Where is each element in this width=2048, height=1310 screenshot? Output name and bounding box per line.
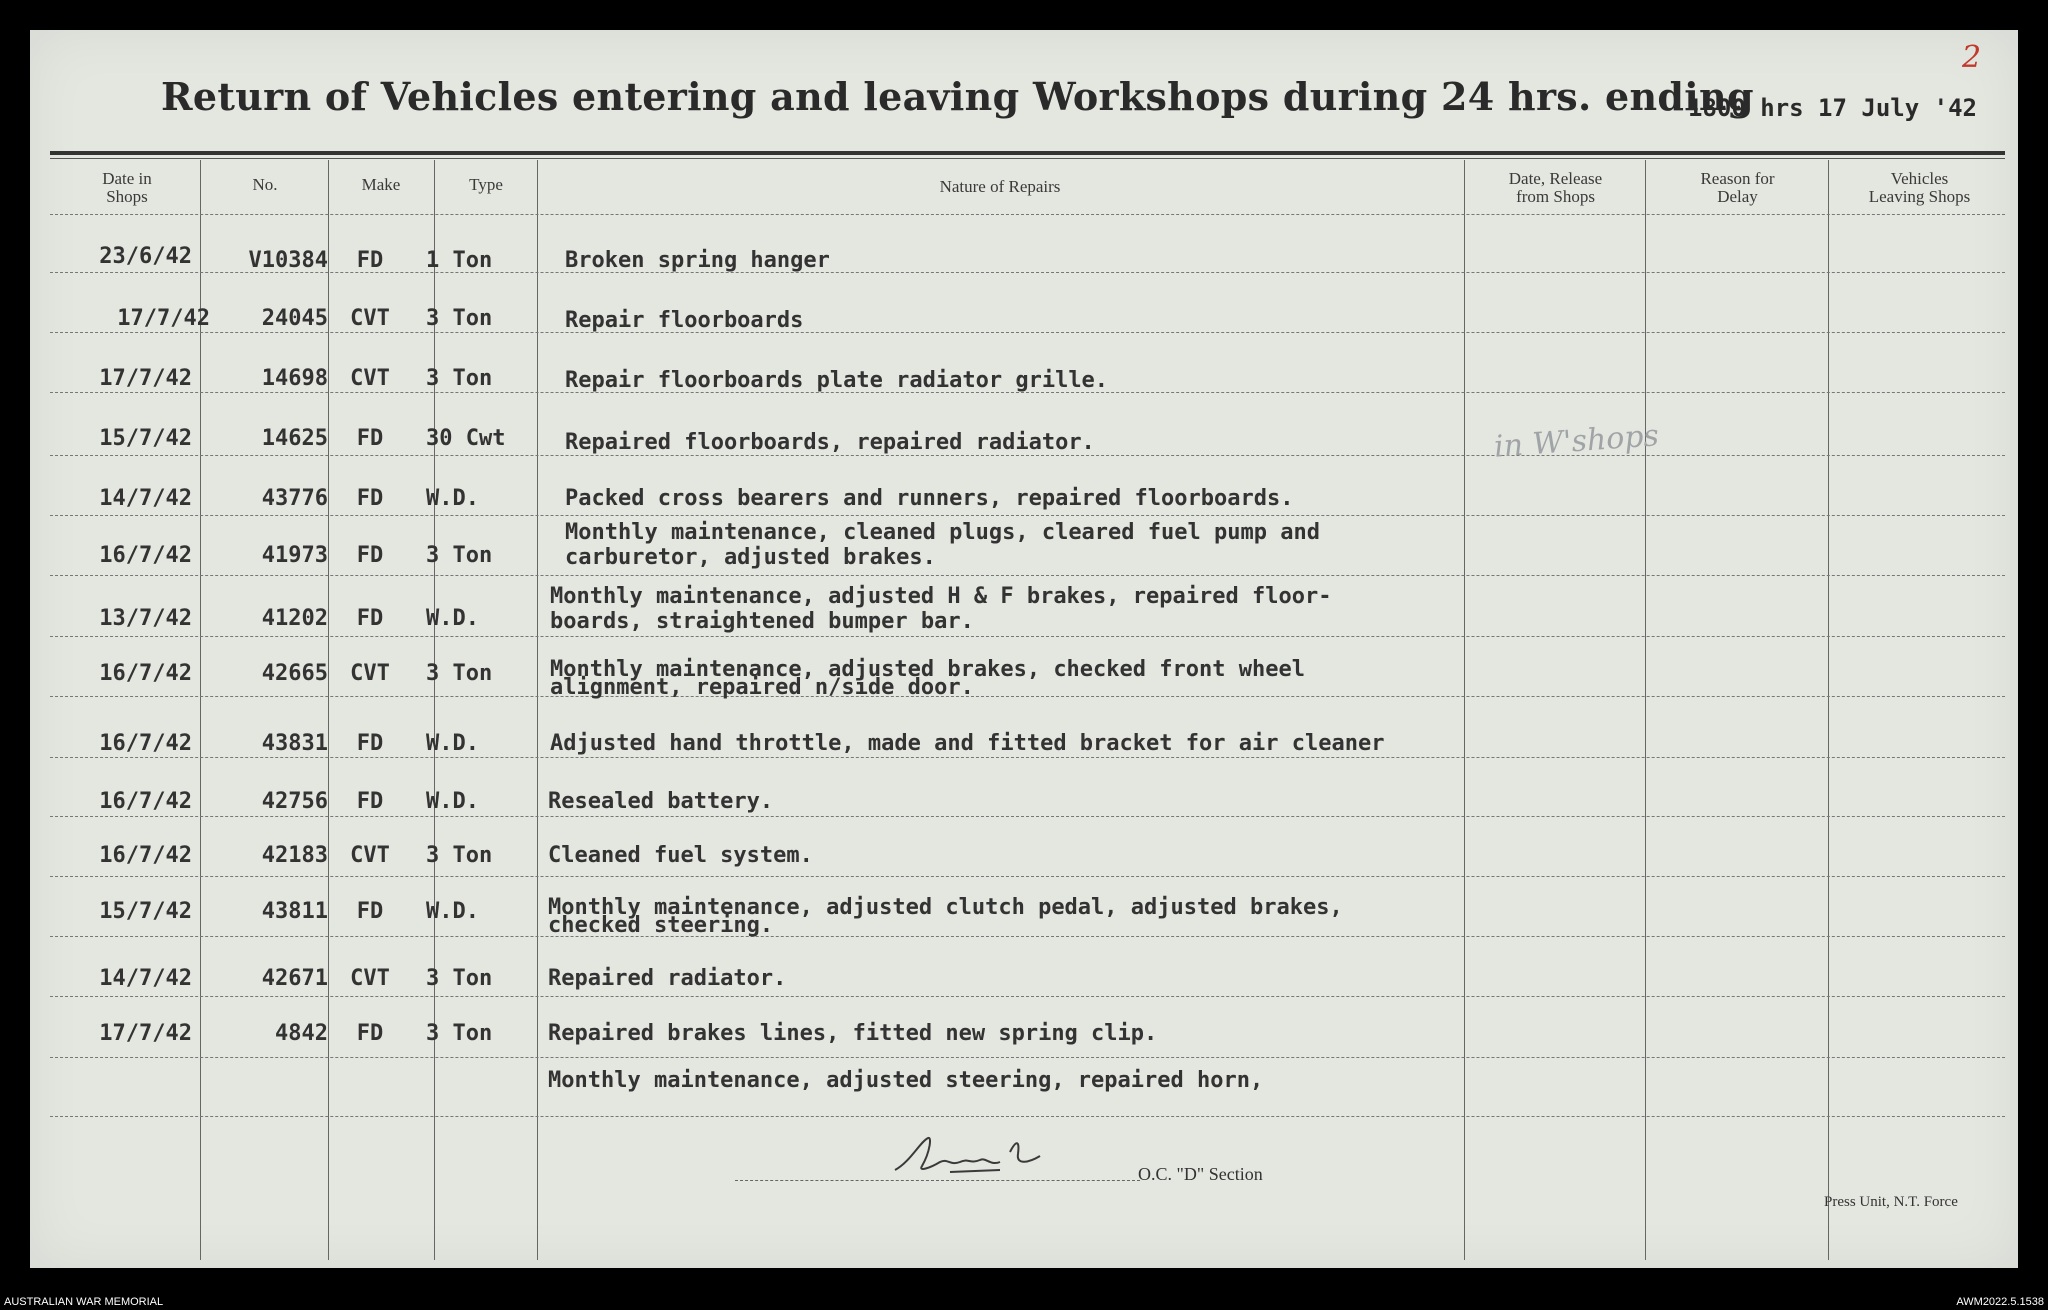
header-type: Type: [469, 175, 503, 194]
row-number: 24045: [261, 306, 328, 331]
row-make: CVT: [350, 366, 390, 391]
header-release: Date, Release from Shops: [1508, 169, 1603, 206]
row-type: W.D.: [426, 899, 479, 924]
row-make: FD: [356, 426, 384, 451]
row-repairs: Monthly maintenance, adjusted H & F brakes, repaired floor- boards, straightened bumper bar.: [550, 584, 1332, 634]
row-number: 43831: [261, 731, 328, 756]
row-type: W.D.: [426, 486, 479, 511]
row-number: 14698: [261, 366, 328, 391]
row-repairs: Repaired brakes lines, fitted new spring clip.: [548, 1021, 1158, 1046]
row-date: 15/7/42: [99, 899, 192, 924]
row-repairs: Monthly maintenance, cleaned plugs, cleared fuel pump and carburetor, adjusted brakes.: [565, 520, 1320, 570]
row-date: 23/6/42: [99, 244, 192, 269]
row-repairs: Packed cross bearers and runners, repaired floorboards.: [565, 486, 1294, 511]
row-line: [50, 575, 2005, 576]
row-date: 15/7/42: [99, 426, 192, 451]
row-date: 17/7/42: [99, 1021, 192, 1046]
row-type: 1 Ton: [426, 248, 493, 273]
row-line: [50, 996, 2005, 997]
row-repairs: Broken spring hanger: [565, 248, 830, 273]
document-title: Return of Vehicles entering and leaving Workshops during 24 hrs. ending: [161, 74, 1754, 119]
row-repairs: Repaired floorboards, repaired radiator.: [565, 430, 1095, 455]
row-repairs: Cleaned fuel system.: [548, 843, 813, 868]
row-line: [50, 1116, 2005, 1117]
row-type: 3 Ton: [426, 306, 493, 331]
row-repairs: Repair floorboards: [565, 308, 804, 333]
row-line: [50, 757, 2005, 758]
row-type: 3 Ton: [426, 966, 493, 991]
row-line: [50, 936, 2005, 937]
row-line: [50, 816, 2005, 817]
row-number: 43811: [261, 899, 328, 924]
oc-section-label: O.C. "D" Section: [1138, 1164, 1263, 1184]
row-make: CVT: [350, 843, 390, 868]
row-repairs: Adjusted hand throttle, made and fitted bracket for air cleaner: [550, 731, 1385, 756]
row-repairs: Monthly maintenance, adjusted brakes, checked front wheel alignment, repaired n/side door.: [550, 657, 1305, 700]
row-date: 16/7/42: [99, 843, 192, 868]
row-date: 13/7/42: [99, 606, 192, 631]
header-rule: [50, 151, 2005, 155]
row-type: W.D.: [426, 606, 479, 631]
row-number: 42671: [261, 966, 328, 991]
row-line: [50, 876, 2005, 877]
row-line: [50, 1057, 2005, 1058]
row-number: 43776: [261, 486, 328, 511]
row-number: V10384: [248, 248, 328, 273]
header-reason: Reason for Delay: [1700, 169, 1775, 206]
row-make: FD: [356, 486, 384, 511]
row-type: 3 Ton: [426, 661, 493, 686]
row-repairs: Monthly maintenance, adjusted steering, repaired horn,: [548, 1068, 1264, 1093]
row-type: 3 Ton: [426, 366, 493, 391]
row-type: 3 Ton: [426, 543, 493, 568]
row-date: 14/7/42: [99, 486, 192, 511]
row-repairs: Repaired radiator.: [548, 966, 787, 991]
report-date: 1800 hrs 17 July '42: [1688, 94, 1977, 122]
row-number: 41973: [261, 543, 328, 568]
row-make: CVT: [350, 661, 390, 686]
row-make: CVT: [350, 306, 390, 331]
row-line: [50, 515, 2005, 516]
row-type: 3 Ton: [426, 843, 493, 868]
footer-reference: AWM2022.5.1538: [1956, 1296, 2044, 1308]
row-type: W.D.: [426, 789, 479, 814]
row-number: 41202: [261, 606, 328, 631]
row-make: FD: [356, 248, 384, 273]
row-line: [50, 455, 2005, 456]
row-number: 42665: [261, 661, 328, 686]
footer-archive-name: AUSTRALIAN WAR MEMORIAL: [4, 1296, 164, 1308]
header-rule-thin: [50, 158, 2005, 159]
page-number: 2: [1962, 40, 1982, 75]
signature-mark: [890, 1132, 1070, 1187]
row-type: 30 Cwt: [426, 426, 506, 451]
header-make: Make: [361, 175, 401, 194]
row-date: 16/7/42: [99, 731, 192, 756]
row-make: FD: [356, 606, 384, 631]
row-number: 14625: [261, 426, 328, 451]
row-date: 16/7/42: [99, 543, 192, 568]
row-date: 16/7/42: [99, 789, 192, 814]
row-date: 17/7/42: [99, 366, 192, 391]
row-line: [50, 214, 2005, 215]
row-make: CVT: [350, 966, 390, 991]
row-date: 14/7/42: [99, 966, 192, 991]
column-divider: [1828, 160, 1829, 1260]
row-number: 42756: [261, 789, 328, 814]
row-type: W.D.: [426, 731, 479, 756]
column-divider: [328, 160, 329, 1260]
row-make: FD: [356, 789, 384, 814]
row-repairs: Resealed battery.: [548, 789, 774, 814]
row-repairs: Monthly maintenance, adjusted clutch pedal, adjusted brakes, checked steering.: [548, 895, 1343, 938]
row-make: FD: [356, 1021, 384, 1046]
row-make: FD: [356, 543, 384, 568]
row-number: 4842: [275, 1021, 328, 1046]
header-date: Date in Shops: [102, 169, 152, 206]
header-repairs: Nature of Repairs: [939, 177, 1061, 196]
row-line: [50, 636, 2005, 637]
row-make: FD: [356, 731, 384, 756]
handwritten-margin-note: in W'shops: [1492, 418, 1660, 465]
row-number: 42183: [261, 843, 328, 868]
column-divider: [1645, 160, 1646, 1260]
column-divider: [537, 160, 538, 1260]
header-no: No.: [252, 175, 278, 194]
row-date: 16/7/42: [99, 661, 192, 686]
row-date: 17/7/42: [117, 306, 210, 331]
row-make: FD: [356, 899, 384, 924]
press-unit-label: Press Unit, N.T. Force: [1824, 1194, 1958, 1210]
row-type: 3 Ton: [426, 1021, 493, 1046]
header-leaving: Vehicles Leaving Shops: [1868, 169, 1971, 206]
row-repairs: Repair floorboards plate radiator grille.: [565, 368, 1109, 393]
